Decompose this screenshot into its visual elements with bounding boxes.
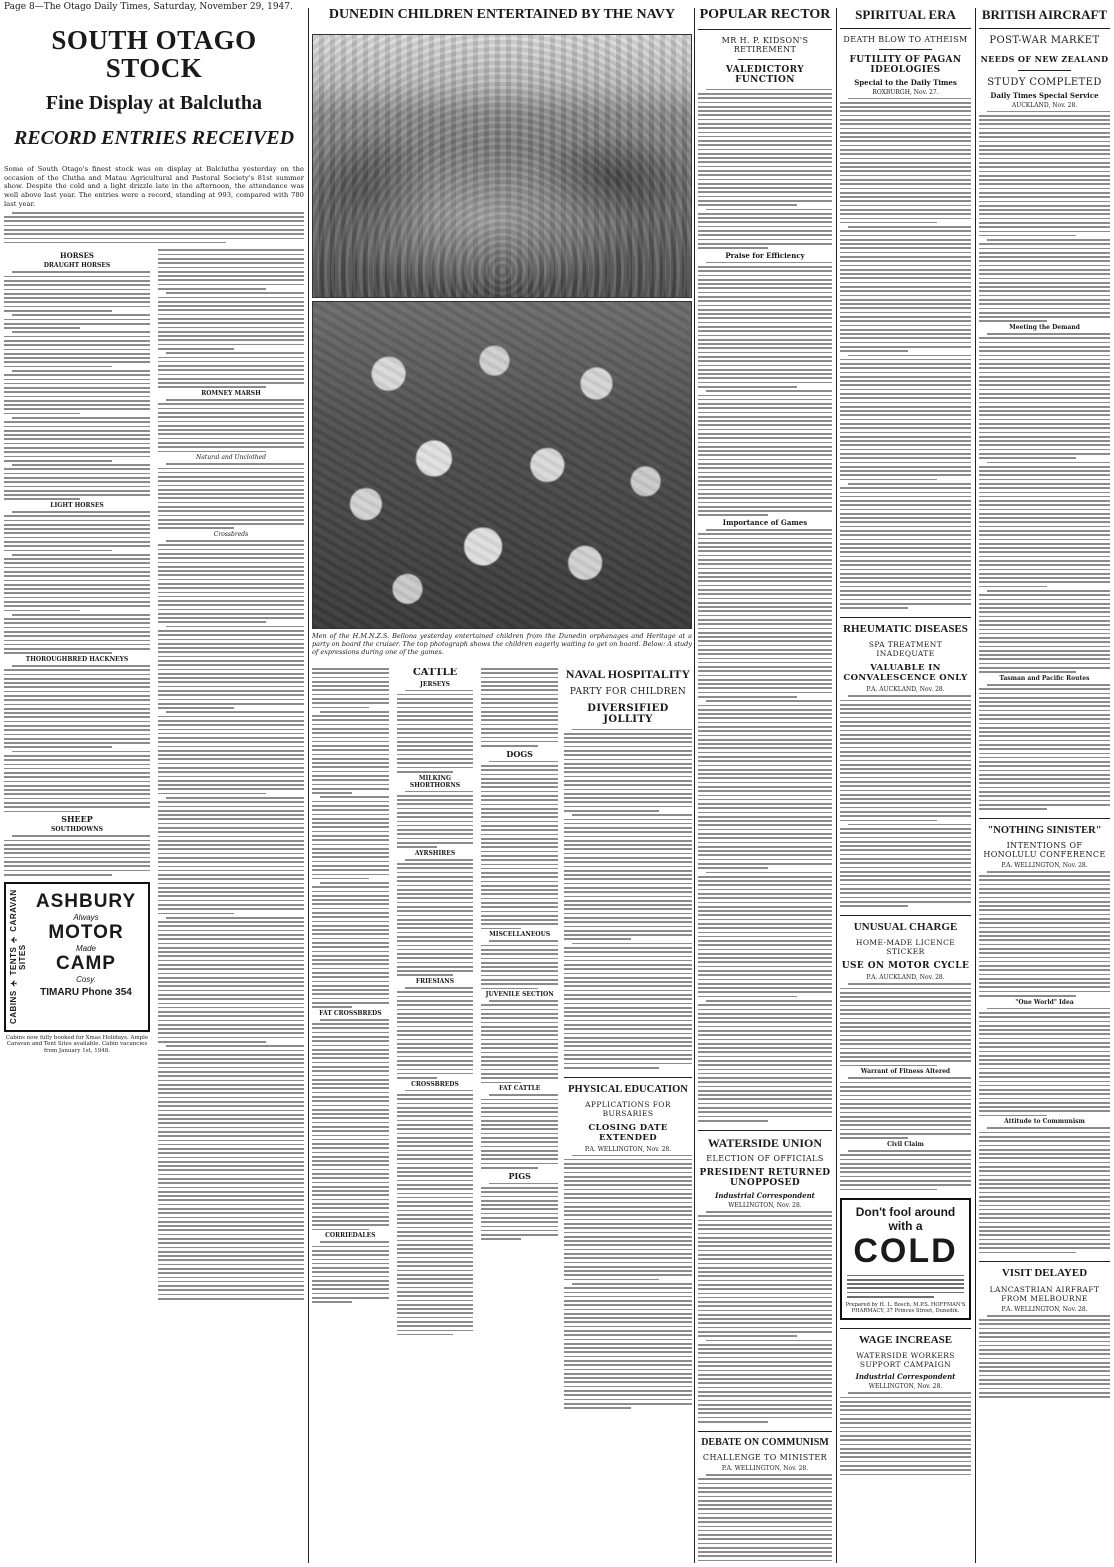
lead-paragraph: Some of South Otago's finest stock was on display at Balclutha yesterday on the occasion of the Clutha and Matau Agricultural and Pastoral Society's 81st summer show. Despite the cold and a light drizzle late in the afternoon, the attendance was well above last year. The entries were a record, standing at 993, compared with 780 last year. [4,164,304,208]
section-heading: JUVENILE SECTION [485,991,554,999]
advert-line-with-a: with a [888,1219,923,1234]
advert-phone: TIMARU Phone 354 [40,986,132,998]
section-heading: LIGHT HORSES [50,502,104,510]
advert-line-dont-fool: Don't fool around [855,1205,956,1220]
column-south-otago-stock [4,26,304,1567]
section-heading: MILKING SHORTHORNS [409,774,461,789]
section-heading: PIGS [508,1170,531,1181]
section-heading: Civil Claim [887,1141,924,1149]
subhead-diversified-jollity: DIVERSIFIED JOLLITY [587,702,669,725]
advert-line-made: Made [75,943,96,953]
headline-wage-increase: WAGE INCREASE [858,1333,953,1346]
headline-spiritual-era: SPIRITUAL ERA [855,8,956,22]
banner-record-entries: RECORD ENTRIES RECEIVED [13,126,295,149]
section-heading: Praise for Efficiency [725,250,805,260]
subhead-use-on-motor-cycle: USE ON MOTOR CYCLE [841,961,970,972]
results-subcolumn [312,668,389,1562]
subhead-lancastrian-airfraft: LANCASTRIAN AIRFRAFT FROM MELBOURNE [989,1284,1100,1303]
column-british-aircraft [979,8,1110,1563]
dateline: P.A. WELLINGTON, Nov. 28. [721,1465,809,1473]
photo-children-waiting-to-board [312,34,692,298]
subhead-kidson-retirement: MR H. P. KIDSON'S RETIREMENT [721,35,809,54]
advert-name-motor: MOTOR [48,921,124,943]
section-heading: THOROUGHBRED HACKNEYS [25,656,129,664]
column-rule [694,8,695,1563]
headline-naval-hospitality: NAVAL HOSPITALITY [565,668,691,681]
subhead-post-war-market: POST-WAR MARKET [989,34,1100,46]
advert-name-camp: CAMP [56,952,116,974]
section-heading: SHEEP [61,814,93,825]
section-heading: AYRSHIRES [414,849,456,857]
dateline: P.A. WELLINGTON, Nov. 28. [584,1145,672,1153]
ashbury-motor-camp-advert [4,882,150,1032]
dateline: ROXBURGH, Nov. 27. [872,88,939,96]
subheadline-balclutha: Fine Display at Balclutha [45,91,263,114]
column-naval-hospitality [564,668,692,1562]
dateline: P.A. WELLINGTON, Nov. 28. [1001,861,1088,869]
advert-note: Cabins now fully booked for Xmas Holidays. Ample Caravan and Tent Sites available. Cabin vacancies from January 1st, 1948. [5,1034,149,1055]
headline-popular-rector: POPULAR RECTOR [699,8,831,22]
byline: Special to the Daily Times [854,77,957,87]
section-heading: CATTLE [412,668,458,678]
section-heading: Meeting the Demand [1009,324,1080,332]
subhead-needs-of-new-zealand: NEEDS OF NEW ZEALAND [980,53,1109,64]
results-subcolumn [481,668,558,1562]
advert-line-cold: COLD [853,1232,958,1271]
subhead-valedictory-function: VALEDICTORY FUNCTION [725,64,805,85]
subhead-valuable-in-convalescence: VALUABLE IN CONVALESCENCE ONLY [843,663,968,684]
body-text [4,212,304,244]
section-heading: FAT CROSSBREDS [319,1009,382,1017]
dateline: AUCKLAND, Nov. 28. [1011,101,1078,109]
headline-physical-education: PHYSICAL EDUCATION [568,1083,688,1095]
subhead-spa-treatment-inadequate: SPA TREATMENT INADEQUATE [868,640,943,659]
column-rule [836,8,837,1563]
results-subcolumn-left [4,249,150,1299]
section-heading: Warrant of Fitness Altered [860,1068,951,1076]
headline-dunedin-children-navy: DUNEDIN CHILDREN ENTERTAINED BY THE NAVY [328,7,676,22]
dateline: P.A. AUCKLAND, Nov. 28. [866,974,945,982]
subhead-closing-date-extended: CLOSING DATE EXTENDED [588,1122,668,1143]
results-subcolumn [397,668,474,1562]
headline-visit-delayed: VISIT DELAYED [1001,1267,1088,1280]
advert-pharmacy-footer: Prepared by H. L. Bosch, M.P.S. HOFFMAN'S PHARMACY, 37 Princes Street, Dunedin. [845,1301,966,1315]
column-rule [308,8,309,1563]
subhead-home-made-licence-sticker: HOME-MADE LICENCE STICKER [855,938,956,957]
section-heading: Natural and Unclothed [195,454,267,462]
headline-waterside-union: WATERSIDE UNION [707,1135,823,1150]
dateline: WELLINGTON, Nov. 28. [728,1202,802,1210]
section-heading: Importance of Games [722,518,808,528]
photo-caption: Men of the H.M.N.Z.S. Bellona yesterday entertained children from the Dunedin orphanages and Heritage at a party on board the cruiser. The top photograph shows the children eagerly waiting to get on board. Below: A study of expressions during one of the games. [312,632,692,657]
photo-expressions-during-games [312,301,692,629]
subhead-death-blow-to-atheism: DEATH BLOW TO ATHEISM [843,34,968,44]
subhead-futility-of-pagan-ideologies: FUTILITY OF PAGAN IDEOLOGIES [849,54,962,75]
headline-nothing-sinister: "NOTHING SINISTER" [987,824,1102,836]
section-heading: SOUTHDOWNS [51,826,103,834]
cold-remedy-advert [840,1198,971,1319]
section-heading: CROSSBREDS [411,1080,459,1088]
column-spiritual-era [840,8,971,1563]
advert-name-ashbury: ASHBURY [35,890,137,912]
headline-british-aircraft: BRITISH AIRCRAFT [981,8,1108,22]
section-heading: FRIESIANS [415,978,455,986]
byline: Industrial Correspondent [855,1372,956,1382]
section-heading: Tasman and Pacific Routes [999,675,1090,683]
section-heading: Crossbreds [213,531,249,539]
dateline: WELLINGTON, Nov. 28. [868,1383,943,1391]
subhead-applications-for-bursaries: APPLICATIONS FOR BURSARIES [585,1099,671,1118]
headline-unusual-charge: UNUSUAL CHARGE [853,920,958,933]
section-heading: Attitude to Communism [1004,1118,1085,1126]
headline-south-otago-stock: SOUTH OTAGO STOCK [51,26,257,84]
section-heading: ROMNEY MARSH [201,390,261,398]
headline-debate-on-communism: DEBATE ON COMMUNISM [701,1436,829,1448]
advert-line-always: Always [73,912,99,922]
section-heading: "One World" Idea [1015,998,1074,1006]
subhead-president-returned: PRESIDENT RETURNED UNOPPOSED [699,1168,831,1189]
section-heading: JERSEYS [420,680,450,688]
column-stock-results [312,668,558,1562]
subhead-intentions-of-honolulu: INTENTIONS OF HONOLULU CONFERENCE [983,840,1106,859]
headline-rheumatic-diseases: RHEUMATIC DISEASES [843,622,968,635]
subhead-study-completed: STUDY COMPLETED [987,76,1102,88]
subhead-challenge-to-minister: CHALLENGE TO MINISTER [702,1453,828,1463]
advert-side-text: CABINS ✈ TENTS ✈ CARAVAN SITES [9,889,27,1024]
section-heading: MISCELLANEOUS [489,931,551,939]
section-heading: DOGS [506,748,533,759]
dateline: P.A. WELLINGTON, Nov. 28. [1001,1305,1088,1313]
byline: Daily Times Special Service [990,90,1099,100]
results-subcolumn-right [158,249,304,1299]
dateline: P.A. AUCKLAND, Nov. 28. [866,686,945,694]
section-heading: DRAUGHT HORSES [43,262,111,270]
subhead-waterside-workers-support: WATERSIDE WORKERS SUPPORT CAMPAIGN [856,1351,955,1370]
subhead-election-of-officials: ELECTION OF OFFICIALS [706,1154,824,1164]
section-heading: CORRIEDALES [325,1232,376,1240]
page-folio: Page 8—The Otago Daily Times, Saturday, November 29, 1947. [4,2,293,12]
section-heading: FAT CATTLE [498,1085,541,1093]
column-rule [975,8,976,1563]
section-heading: HORSES [60,251,94,261]
subhead-party-for-children: PARTY FOR CHILDREN [569,686,687,697]
advert-line-cosy: Cosy. [76,974,96,984]
byline: Industrial Correspondent [715,1191,815,1201]
column-popular-rector [698,8,832,1563]
